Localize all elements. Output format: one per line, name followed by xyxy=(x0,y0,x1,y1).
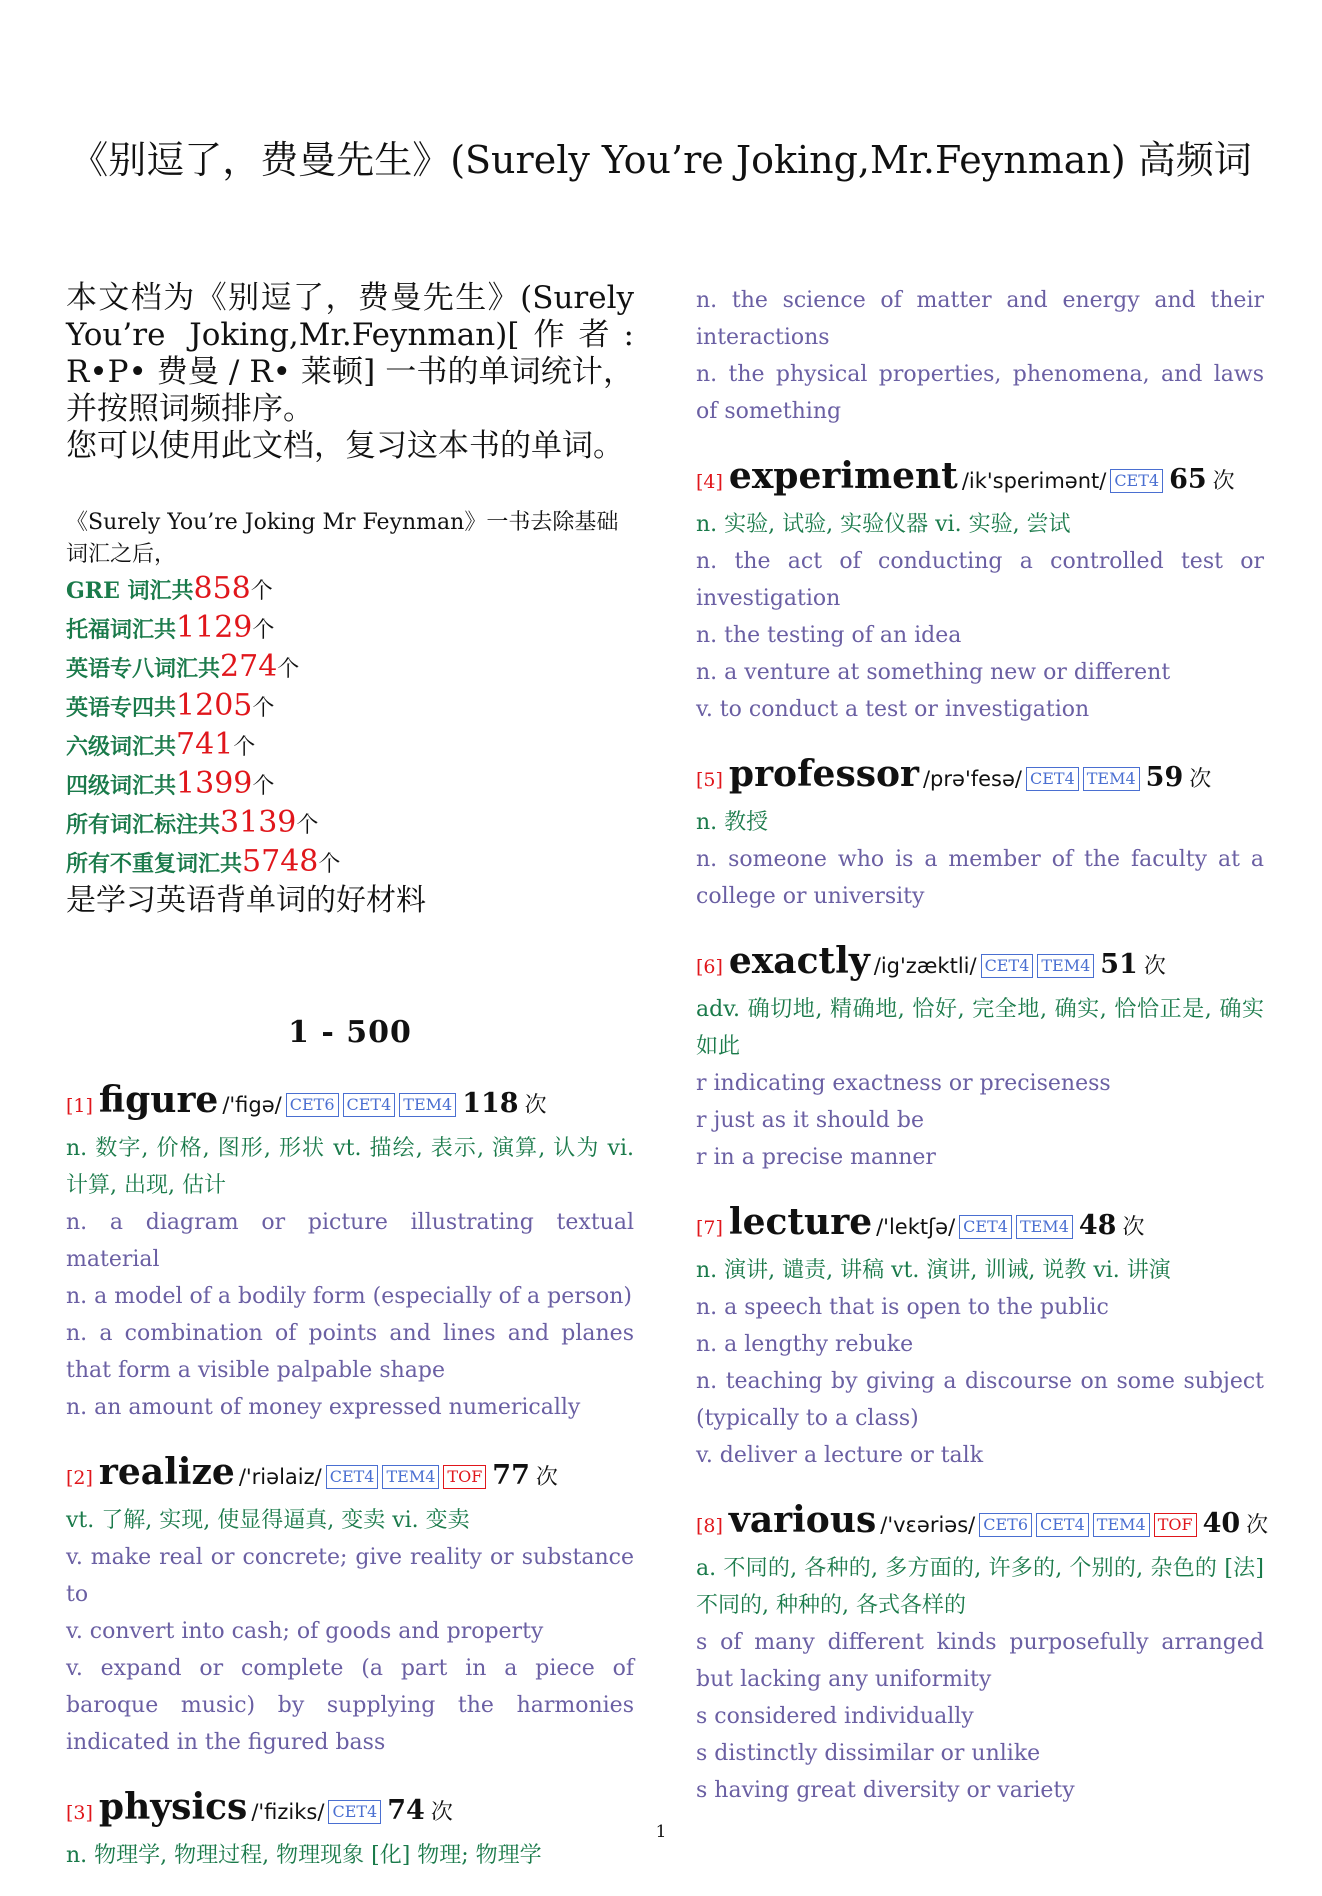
entry-head xyxy=(66,1448,634,1502)
entry-definition: n. someone who is a member of the faculty at a college or university xyxy=(696,847,1264,909)
exam-tag: TEM4 xyxy=(1093,1513,1150,1537)
stat-label: 托福词汇共 xyxy=(66,617,177,643)
entry-definition: n. an amount of money expressed numerically xyxy=(66,1395,581,1420)
vocab-stats xyxy=(66,507,634,919)
stat-label: 四级词汇共 xyxy=(66,773,177,799)
stat-value: 5748 xyxy=(242,844,319,879)
exam-tag: CET4 xyxy=(328,1800,381,1824)
entry-chinese-definition: n. 数字, 价格, 图形, 形状 vt. 描绘, 表示, 演算, 认为 vi. 计算, 出现, 估计 xyxy=(66,1136,634,1198)
word-entry-various xyxy=(696,1496,1269,1809)
stat-unit: 个 xyxy=(252,696,275,721)
exam-tag: TEM4 xyxy=(399,1093,456,1117)
word-entry-figure xyxy=(66,1076,634,1426)
entry-chinese-definition: adv. 确切地, 精确地, 恰好, 完全地, 确实, 恰恰正是, 确实如此 xyxy=(696,997,1264,1059)
stat-label: 六级词汇共 xyxy=(66,734,177,760)
exam-tag: TEM4 xyxy=(382,1465,439,1489)
entry-count: 65 xyxy=(1169,464,1207,495)
entry-head xyxy=(696,937,1264,991)
entry-definition: v. expand or complete (a part in a piece of baroque music) by supplying the harmonies indicated in the figured bass xyxy=(66,1656,634,1755)
entry-chinese-definition: n. 实验, 试验, 实验仪器 vi. 实验, 尝试 xyxy=(696,512,1071,537)
entry-index: [8] xyxy=(696,1515,723,1537)
entry-word: realize xyxy=(98,1451,235,1493)
entry-index: [6] xyxy=(696,956,723,978)
entry-definition: r in a precise manner xyxy=(696,1145,936,1170)
entry-count: 74 xyxy=(387,1795,425,1826)
right-column xyxy=(696,282,1269,1831)
exam-tag: CET4 xyxy=(981,954,1034,978)
entry-phonetic: /'lektʃə/ xyxy=(876,1215,956,1239)
entry-definition: v. to conduct a test or investigation xyxy=(696,697,1090,722)
stats-closing: 是学习英语背单词的好材料 xyxy=(66,883,426,918)
entry-word: experiment xyxy=(728,455,958,497)
stat-value: 741 xyxy=(176,727,234,762)
left-column xyxy=(66,280,634,1896)
entry-word: lecture xyxy=(728,1201,873,1243)
stat-tem8 xyxy=(66,649,634,688)
stat-toefl xyxy=(66,610,634,649)
exam-tag: CET4 xyxy=(959,1215,1012,1239)
word-entry-lecture xyxy=(696,1198,1264,1474)
stat-unit: 个 xyxy=(318,852,341,877)
entry-chinese-definition: n. 演讲, 谴责, 讲稿 vt. 演讲, 训诫, 说教 vi. 讲演 xyxy=(696,1258,1171,1283)
exam-tag: TEM4 xyxy=(1016,1215,1073,1239)
entry-count: 40 xyxy=(1202,1508,1241,1539)
stat-unit: 个 xyxy=(233,735,256,760)
entry-count: 77 xyxy=(492,1460,530,1491)
entry-phonetic: /'figə/ xyxy=(222,1093,282,1117)
intro-paragraph: 本文档为《别逗了，费曼先生》(Surely You’re Joking,Mr.Feynman)[作者: R•P• 费曼 / R• 莱顿] 一书的单词统计，并按照词频排序。 xyxy=(66,280,634,427)
stat-label: 英语专八词汇共 xyxy=(66,656,221,682)
stat-unit: 个 xyxy=(250,579,273,604)
entry-definition: r indicating exactness or preciseness xyxy=(696,1071,1111,1096)
entry-definition: s having great diversity or variety xyxy=(696,1778,1075,1803)
entry-definition: n. a lengthy rebuke xyxy=(696,1332,914,1357)
exam-tag: CET4 xyxy=(326,1465,379,1489)
entry-chinese-definition: n. 物理学, 物理过程, 物理现象 [化] 物理; 物理学 xyxy=(66,1843,542,1868)
exam-tag: TEM4 xyxy=(1037,954,1094,978)
exam-tag: CET4 xyxy=(1036,1513,1089,1537)
entry-chinese-definition: vt. 了解, 实现, 使显得逼真, 变卖 vi. 变卖 xyxy=(66,1508,470,1533)
entry-definition: n. a combination of points and lines and planes that form a visible palpable shape xyxy=(66,1321,634,1383)
count-unit: 次 xyxy=(535,1465,558,1490)
stat-all xyxy=(66,805,634,844)
entry-definition: n. a speech that is open to the public xyxy=(696,1295,1109,1320)
stat-unit: 个 xyxy=(252,774,275,799)
range-heading: 1 - 500 xyxy=(288,1015,412,1050)
entry-count: 48 xyxy=(1078,1210,1117,1241)
entry-index: [5] xyxy=(696,769,723,791)
entry-index: [4] xyxy=(696,471,723,493)
count-unit: 次 xyxy=(1143,954,1166,979)
exam-tag: CET4 xyxy=(1110,469,1163,493)
entry-definition: v. convert into cash; of goods and property xyxy=(66,1619,544,1644)
entry-head xyxy=(696,750,1264,804)
entry-word: physics xyxy=(98,1786,248,1828)
exam-tag: CET4 xyxy=(343,1093,396,1117)
exam-tag-toefl: TOF xyxy=(1154,1513,1197,1537)
count-unit: 次 xyxy=(1212,469,1235,494)
entry-phonetic: /'riəlaiz/ xyxy=(238,1465,322,1489)
stats-lead: 《Surely You’re Joking Mr Feynman》一书去除基础词汇之后， xyxy=(66,510,619,567)
entry-definition: n. the science of matter and energy and their interactions xyxy=(696,288,1264,350)
stat-tem4 xyxy=(66,688,634,727)
word-entry-physics-continued xyxy=(696,282,1264,430)
count-unit: 次 xyxy=(1122,1215,1145,1240)
word-entry-exactly xyxy=(696,937,1264,1176)
entry-word: professor xyxy=(728,753,919,795)
entry-index: [2] xyxy=(66,1467,93,1489)
entry-word: various xyxy=(728,1499,877,1541)
entry-head xyxy=(696,1496,1269,1550)
entry-phonetic: /prə'fesə/ xyxy=(922,767,1022,791)
entry-index: [7] xyxy=(696,1217,723,1239)
entry-phonetic: /'fiziks/ xyxy=(251,1800,325,1824)
stat-label: 英语专四共 xyxy=(66,695,177,721)
entry-definition: s of many different kinds purposefully arranged but lacking any uniformity xyxy=(696,1630,1264,1692)
entry-definition: n. a diagram or picture illustrating textual material xyxy=(66,1210,634,1272)
stat-value: 3139 xyxy=(220,805,297,840)
entry-definition: r just as it should be xyxy=(696,1108,924,1133)
stat-gre xyxy=(66,571,634,610)
entry-definition: n. the act of conducting a controlled test or investigation xyxy=(696,549,1264,611)
entry-definition: n. teaching by giving a discourse on some subject (typically to a class) xyxy=(696,1369,1264,1431)
word-entry-professor xyxy=(696,750,1264,915)
entry-definition: n. a venture at something new or different xyxy=(696,660,1171,685)
entry-head xyxy=(696,452,1264,506)
intro-text xyxy=(66,280,634,465)
stat-label: GRE 词汇共 xyxy=(66,578,194,604)
stat-label: 所有词汇标注共 xyxy=(66,812,221,838)
count-unit: 次 xyxy=(1246,1513,1269,1538)
entry-chinese-definition: n. 教授 xyxy=(696,810,769,835)
entry-count: 118 xyxy=(462,1088,519,1119)
entry-definition: v. make real or concrete; give reality or substance to xyxy=(66,1545,634,1607)
entry-count: 59 xyxy=(1145,762,1184,793)
entry-phonetic: /'vɛəriəs/ xyxy=(880,1513,976,1537)
entry-index: [3] xyxy=(66,1802,93,1824)
word-entry-realize xyxy=(66,1448,634,1761)
entry-definition: n. the physical properties, phenomena, and laws of something xyxy=(696,362,1264,424)
entry-index: [1] xyxy=(66,1095,93,1117)
entry-definition: n. a model of a bodily form (especially of a person) xyxy=(66,1284,633,1309)
entry-head xyxy=(696,1198,1264,1252)
exam-tag: TEM4 xyxy=(1083,767,1140,791)
stat-unit: 个 xyxy=(277,657,300,682)
entry-word: exactly xyxy=(728,940,870,982)
stat-unit: 个 xyxy=(252,618,275,643)
exam-tag-toefl: TOF xyxy=(443,1465,486,1489)
entry-definition: v. deliver a lecture or talk xyxy=(696,1443,984,1468)
word-entry-experiment xyxy=(696,452,1264,728)
entry-head xyxy=(66,1076,634,1130)
stat-cet4 xyxy=(66,766,634,805)
entry-phonetic: /ig'zæktli/ xyxy=(873,954,977,978)
exam-tag: CET6 xyxy=(979,1513,1032,1537)
count-unit: 次 xyxy=(1189,767,1212,792)
stat-value: 274 xyxy=(220,649,278,684)
count-unit: 次 xyxy=(524,1093,547,1118)
exam-tag: CET6 xyxy=(286,1093,339,1117)
intro-paragraph: 您可以使用此文档，复习这本书的单词。 xyxy=(66,428,624,464)
entry-chinese-definition: a. 不同的, 各种的, 多方面的, 许多的, 个别的, 杂色的 [法] 不同的, 种种的, 各式各样的 xyxy=(696,1556,1264,1618)
stat-label: 所有不重复词汇共 xyxy=(66,851,243,877)
entry-definition: s considered individually xyxy=(696,1704,974,1729)
stat-value: 858 xyxy=(193,571,251,606)
exam-tag: CET4 xyxy=(1026,767,1079,791)
stat-value: 1205 xyxy=(176,688,253,723)
page-number: 1 xyxy=(655,1822,667,1842)
page-title: 《别逗了，费曼先生》(Surely You’re Joking,Mr.Feynman) 高频词 xyxy=(70,138,1252,182)
entry-definition: s distinctly dissimilar or unlike xyxy=(696,1741,1041,1766)
count-unit: 次 xyxy=(430,1800,453,1825)
stat-unit: 个 xyxy=(296,813,319,838)
entry-phonetic: /ik'sperimənt/ xyxy=(961,469,1107,493)
stat-value: 1399 xyxy=(176,766,253,801)
stat-cet6 xyxy=(66,727,634,766)
entry-definition: n. the testing of an idea xyxy=(696,623,962,648)
entry-count: 51 xyxy=(1100,949,1138,980)
stat-unique xyxy=(66,844,634,883)
stat-value: 1129 xyxy=(176,610,253,645)
entry-word: figure xyxy=(98,1079,219,1121)
